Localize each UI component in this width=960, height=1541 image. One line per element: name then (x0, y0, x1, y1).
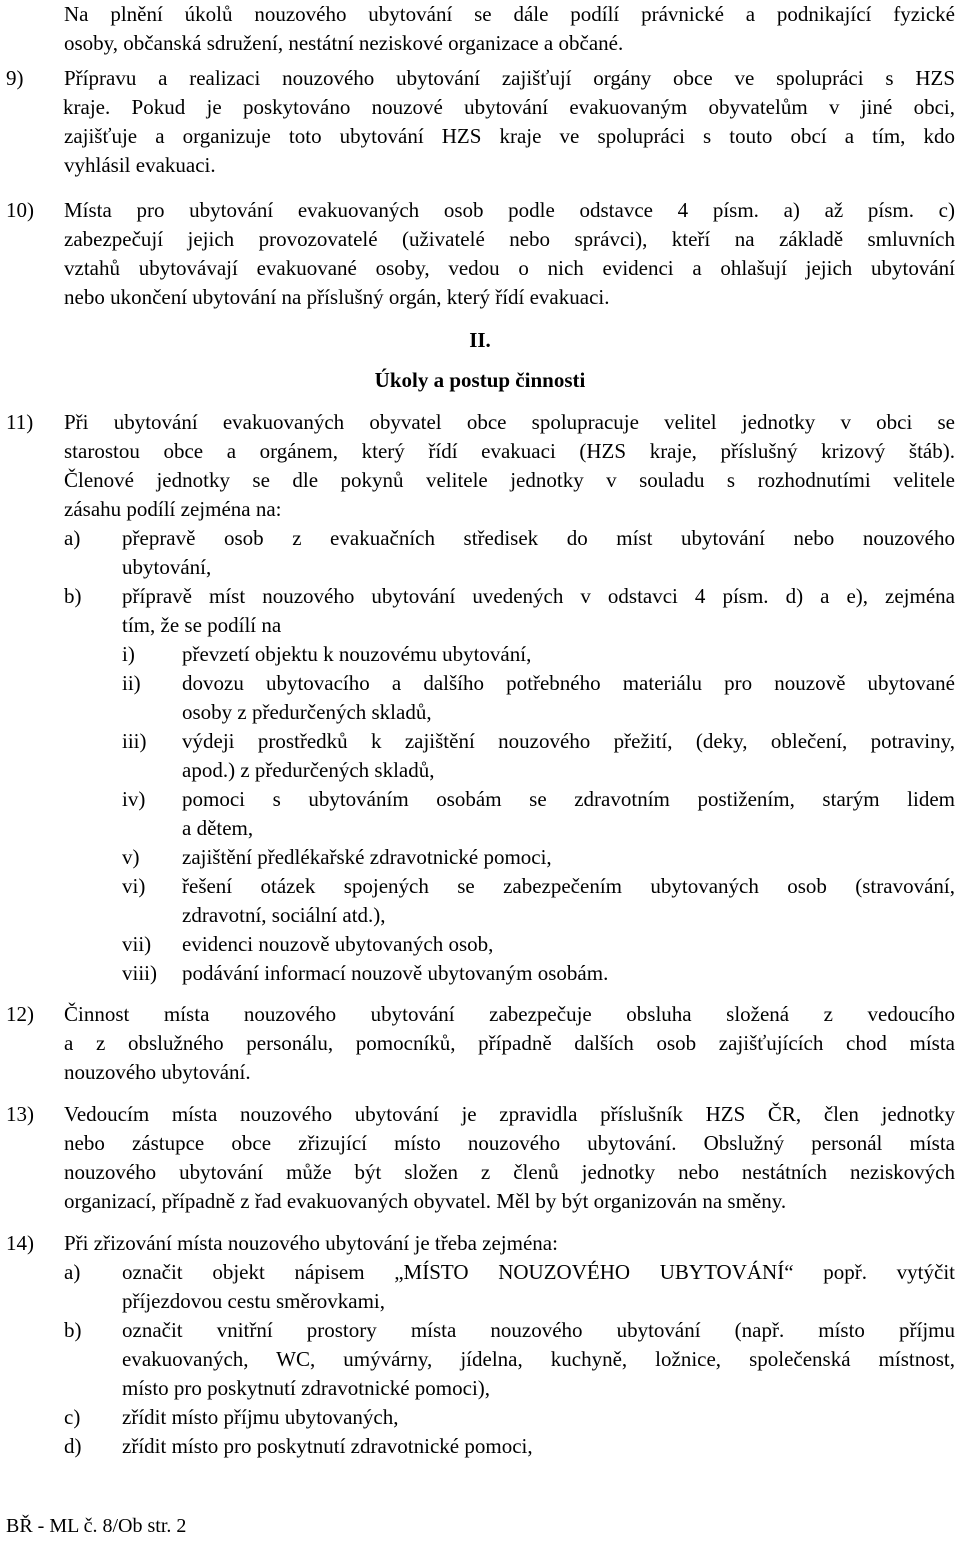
sublist-item (182, 959, 955, 988)
sublist-item (182, 727, 955, 785)
text-line: a z obslužného personálu, pomocníků, případně dalších osob zajišťujících chod místa (64, 1031, 955, 1055)
text-line: ubytování, (122, 555, 212, 579)
text-line: výdeji prostředků k zajištění nouzového přežití, (deky, oblečení, potraviny, (182, 729, 955, 753)
text-line: organizací, případně z řad evakuovaných obyvatel. Měl by být organizován na směny. (64, 1189, 787, 1213)
sublist-item (182, 640, 955, 669)
text-line: příjezdovou cestu směrovkami, (122, 1289, 386, 1313)
paragraph-9 (64, 64, 955, 180)
list-label: d) (64, 1434, 82, 1458)
paragraph-number: 11) (6, 410, 34, 434)
intro-paragraph (64, 0, 955, 58)
paragraph-number: 14) (6, 1231, 34, 1255)
list-label: c) (64, 1405, 81, 1429)
text-line: starostou obce a orgánem, který řídí evakuaci (HZS kraje, příslušný krizový štáb). (64, 439, 955, 463)
text-line: kraje. Pokud je poskytováno nouzové ubytování evakuovaným obyvatelům v jiné obci, (63, 95, 955, 119)
list-item (122, 1403, 955, 1432)
sublist-label: viii) (122, 961, 157, 985)
text-line: Přípravu a realizaci nouzového ubytování zajišťují orgány obce ve spolupráci s HZS (64, 66, 955, 90)
text-line: zásahu podílí zejména na: (64, 497, 282, 521)
list-item (122, 1258, 955, 1316)
paragraph-13 (64, 1100, 955, 1216)
sublist-label: i) (122, 642, 135, 666)
text-line: evakuovaných, WC, umývárny, jídelna, kuchyně, ložnice, společenská místnost, (122, 1347, 955, 1371)
text-line: označit vnitřní prostory místa nouzového ubytování (např. místo příjmu (122, 1318, 955, 1342)
sublist-label: ii) (122, 671, 141, 695)
list-label: b) (64, 584, 82, 608)
paragraph-number: 10) (6, 198, 34, 222)
text-line: dovozu ubytovacího a dalšího potřebného materiálu pro nouzově ubytované (182, 671, 955, 695)
text-line: pomoci s ubytováním osobám se zdravotním postižením, starým lidem (182, 787, 955, 811)
list-item (122, 1432, 955, 1461)
list-label: a) (64, 1260, 81, 1284)
text-line: zajišťuje a organizuje toto ubytování HZS kraje ve spolupráci s touto obcí a tím, kdo (64, 124, 955, 148)
text-line: řešení otázek spojených se zabezpečením ubytovaných osob (stravování, (182, 874, 955, 898)
text-line: evidenci nouzově ubytovaných osob, (182, 932, 494, 956)
sublist-label: iv) (122, 787, 146, 811)
text-line: apod.) z předurčených skladů, (182, 758, 435, 782)
paragraph-number: 9) (6, 66, 24, 90)
section-title: Úkoly a postup činnosti (374, 368, 586, 392)
text-line: nouzového ubytování. (64, 1060, 251, 1084)
text-line: Při zřizování místa nouzového ubytování je třeba zejména: (64, 1231, 558, 1255)
sublist-item (182, 669, 955, 727)
list-item (122, 582, 955, 640)
text-line: místo pro poskytnutí zdravotnické pomoci), (122, 1376, 491, 1400)
text-line: a dětem, (182, 816, 254, 840)
text-line: Při ubytování evakuovaných obyvatel obce spolupracuje velitel jednotky v obci se (64, 410, 955, 434)
paragraph-number: 12) (6, 1002, 34, 1026)
text-line: osoby z předurčených skladů, (182, 700, 432, 724)
list-item (122, 524, 955, 582)
sublist-label: iii) (122, 729, 147, 753)
sublist-label: vii) (122, 932, 152, 956)
paragraph-11 (64, 408, 955, 524)
text-line: nebo ukončení ubytování na příslušný orgán, který řídí evakuaci. (64, 285, 610, 309)
section-number: II. (469, 328, 491, 352)
sublist-item (182, 872, 955, 930)
list-label: b) (64, 1318, 82, 1342)
text-line: přípravě míst nouzového ubytování uvedených v odstavci 4 písm. d) a e), zejména (122, 584, 955, 608)
text-line: vztahů ubytovávají evakuované osoby, vedou o nich evidenci a ohlašují jejich ubytování (64, 256, 955, 280)
text-line: přepravě osob z evakuačních středisek do míst ubytování nebo nouzového (122, 526, 955, 550)
text-line: Na plnění úkolů nouzového ubytování se dále podílí právnické a podnikající fyzické (64, 2, 955, 26)
text-line: zabezpečují jejich provozovatelé (uživatelé nebo správci), kteří na základě smluvních (64, 227, 955, 251)
text-line: nouzového ubytování může být složen z členů jednotky nebo nestátních neziskových (64, 1160, 955, 1184)
sublist-item (182, 785, 955, 843)
text-line: zřídit místo pro poskytnutí zdravotnické pomoci, (122, 1434, 533, 1458)
text-line: zdravotní, sociální atd.), (182, 903, 386, 927)
sublist-item (182, 843, 955, 872)
text-line: tím, že se podílí na (122, 613, 282, 637)
text-line: vyhlásil evakuaci. (64, 153, 216, 177)
paragraph-number: 13) (6, 1102, 34, 1126)
list-label: a) (64, 526, 81, 550)
text-line: zajištění předlékařské zdravotnické pomoci, (182, 845, 552, 869)
text-line: označit objekt nápisem „MÍSTO NOUZOVÉHO UBYTOVÁNÍ“ popř. vytýčit (122, 1260, 955, 1284)
sublist-label: vi) (122, 874, 146, 898)
paragraph-14 (64, 1229, 955, 1258)
page-footer: BŘ - ML č. 8/Ob str. 2 (6, 1515, 187, 1537)
text-line: Činnost místa nouzového ubytování zabezpečuje obsluha složená z vedoucího (64, 1002, 955, 1026)
text-line: podávání informací nouzově ubytovaným osobám. (182, 961, 609, 985)
list-item (122, 1316, 955, 1403)
text-line: převzetí objektu k nouzovému ubytování, (182, 642, 532, 666)
text-line: Místa pro ubytování evakuovaných osob podle odstavce 4 písm. a) až písm. c) (64, 198, 955, 222)
paragraph-10 (64, 196, 955, 312)
sublist-item (182, 930, 955, 959)
text-line: osoby, občanská sdružení, nestátní neziskové organizace a občané. (64, 31, 624, 55)
sublist-label: v) (122, 845, 140, 869)
text-line: Vedoucím místa nouzového ubytování je zpravidla příslušník HZS ČR, člen jednotky (64, 1102, 955, 1126)
text-line: nebo zástupce obce zřizující místo nouzového ubytování. Obslužný personál místa (64, 1131, 955, 1155)
text-line: zřídit místo příjmu ubytovaných, (122, 1405, 399, 1429)
paragraph-12 (64, 1000, 955, 1087)
text-line: Členové jednotky se dle pokynů velitele jednotky v souladu s rozhodnutími velitele (64, 468, 955, 492)
